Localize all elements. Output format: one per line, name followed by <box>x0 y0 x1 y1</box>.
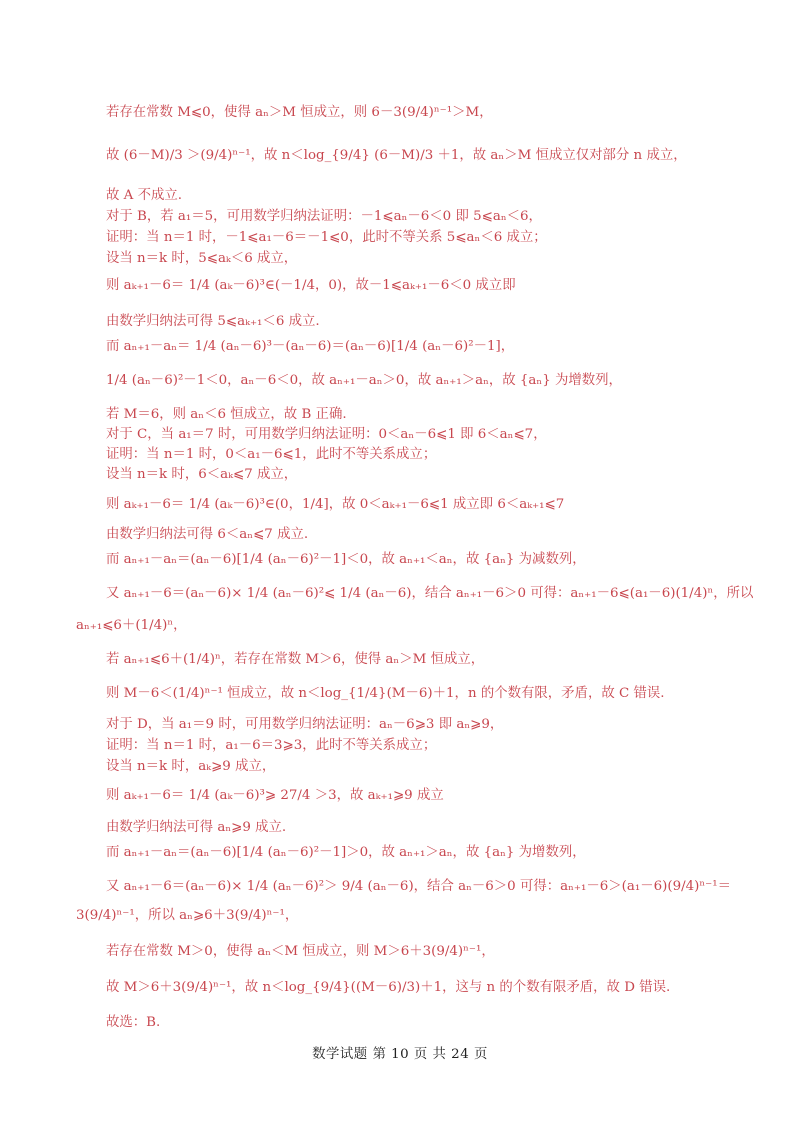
solution-line: 设当 n＝k 时，aₖ⩾9 成立， <box>106 759 276 774</box>
solution-line: 若 aₙ₊₁⩽6＋(1/4)ⁿ，若存在常数 M＞6，使得 aₙ＞M 恒成立， <box>106 652 485 667</box>
solution-line: 证明：当 n＝1 时，0＜a₁－6⩽1，此时不等关系成立； <box>106 447 437 462</box>
solution-line: 若存在常数 M⩽0，使得 aₙ＞M 恒成立，则 6－3(9/4)ⁿ⁻¹＞M， <box>106 105 493 120</box>
solution-line: 由数学归纳法可得 5⩽aₖ₊₁＜6 成立. <box>106 314 320 329</box>
solution-line: 故 A 不成立. <box>106 188 183 203</box>
page-footer: 数学试题 第 10 页 共 24 页 <box>312 1047 488 1062</box>
solution-line: 对于 B，若 a₁＝5，可用数学归纳法证明：－1⩽aₙ－6＜0 即 5⩽aₙ＜6， <box>106 209 542 224</box>
solution-line: 则 aₖ₊₁－6＝ 1/4 (aₖ－6)³∈(0，1/4]，故 0＜aₖ₊₁－6⩽1 成立即 6＜aₖ₊₁⩽7 <box>106 497 565 512</box>
solution-line: 对于 D，当 a₁＝9 时，可用数学归纳法证明：aₙ－6⩾3 即 aₙ⩾9， <box>106 717 504 732</box>
solution-line: 而 aₙ₊₁－aₙ＝(aₙ－6)[1/4 (aₙ－6)²－1]＜0，故 aₙ₊₁＜aₙ，故 {aₙ} 为减数列， <box>106 552 586 567</box>
solution-line: aₙ₊₁⩽6＋(1/4)ⁿ， <box>76 618 187 633</box>
solution-line: 证明：当 n＝1 时，－1⩽a₁－6＝－1⩽0，此时不等关系 5⩽aₙ＜6 成立； <box>106 230 547 245</box>
solution-line: 若存在常数 M＞0，使得 aₙ＜M 恒成立，则 M＞6＋3(9/4)ⁿ⁻¹， <box>106 944 495 959</box>
solution-line: 故 (6－M)/3 ＞(9/4)ⁿ⁻¹，故 n＜log_{9/4} (6－M)/3 ＋1，故 aₙ＞M 恒成立仅对部分 n 成立， <box>106 148 687 163</box>
solution-line: 而 aₙ₊₁－aₙ＝(aₙ－6)[1/4 (aₙ－6)²－1]＞0，故 aₙ₊₁＞aₙ，故 {aₙ} 为增数列， <box>106 845 586 860</box>
solution-line: 则 aₖ₊₁－6＝ 1/4 (aₖ－6)³∈(－1/4，0)，故－1⩽aₖ₊₁－6＜0 成立即 <box>106 278 516 293</box>
solution-line: 故选：B. <box>106 1015 161 1030</box>
solution-line: 1/4 (aₙ－6)²－1＜0，aₙ－6＜0，故 aₙ₊₁－aₙ＞0，故 aₙ₊₁＞aₙ，故 {aₙ} 为增数列， <box>106 373 622 388</box>
solution-line: 而 aₙ₊₁－aₙ＝ 1/4 (aₙ－6)³－(aₙ－6)＝(aₙ－6)[1/4 (aₙ－6)²－1]， <box>106 339 515 354</box>
solution-line: 对于 C，当 a₁＝7 时，可用数学归纳法证明：0＜aₙ－6⩽1 即 6＜aₙ⩽7， <box>106 427 547 442</box>
solution-line: 又 aₙ₊₁－6＝(aₙ－6)× 1/4 (aₙ－6)²＞ 9/4 (aₙ－6)，结合 aₙ－6＞0 可得：aₙ₊₁－6＞(a₁－6)(9/4)ⁿ⁻¹＝ <box>106 879 731 894</box>
solution-line: 又 aₙ₊₁－6＝(aₙ－6)× 1/4 (aₙ－6)²⩽ 1/4 (aₙ－6)，结合 aₙ₊₁－6＞0 可得：aₙ₊₁－6⩽(a₁－6)(1/4)ⁿ，所以 <box>106 586 754 601</box>
solution-line: 设当 n＝k 时，6＜aₖ⩽7 成立， <box>106 467 298 482</box>
solution-line: 3(9/4)ⁿ⁻¹，所以 aₙ⩾6＋3(9/4)ⁿ⁻¹， <box>76 908 299 923</box>
solution-line: 由数学归纳法可得 6＜aₙ⩽7 成立. <box>106 527 309 542</box>
solution-line: 则 aₖ₊₁－6＝ 1/4 (aₖ－6)³⩾ 27/4 ＞3，故 aₖ₊₁⩾9 成立 <box>106 788 444 803</box>
solution-line: 设当 n＝k 时，5⩽aₖ＜6 成立， <box>106 251 298 266</box>
solution-line: 由数学归纳法可得 aₙ⩾9 成立. <box>106 820 287 835</box>
solution-body <box>76 105 754 1036</box>
solution-line: 故 M＞6＋3(9/4)ⁿ⁻¹，故 n＜log_{9/4}((M－6)/3)＋1，这与 n 的个数有限矛盾，故 D 错误. <box>106 980 671 995</box>
solution-line: 则 M－6＜(1/4)ⁿ⁻¹ 恒成立，故 n＜log_{1/4}(M－6)＋1，n 的个数有限，矛盾，故 C 错误. <box>106 686 665 701</box>
solution-line: 证明：当 n＝1 时，a₁－6＝3⩾3，此时不等关系成立； <box>106 738 437 753</box>
solution-line: 若 M＝6，则 aₙ＜6 恒成立，故 B 正确. <box>106 407 347 422</box>
